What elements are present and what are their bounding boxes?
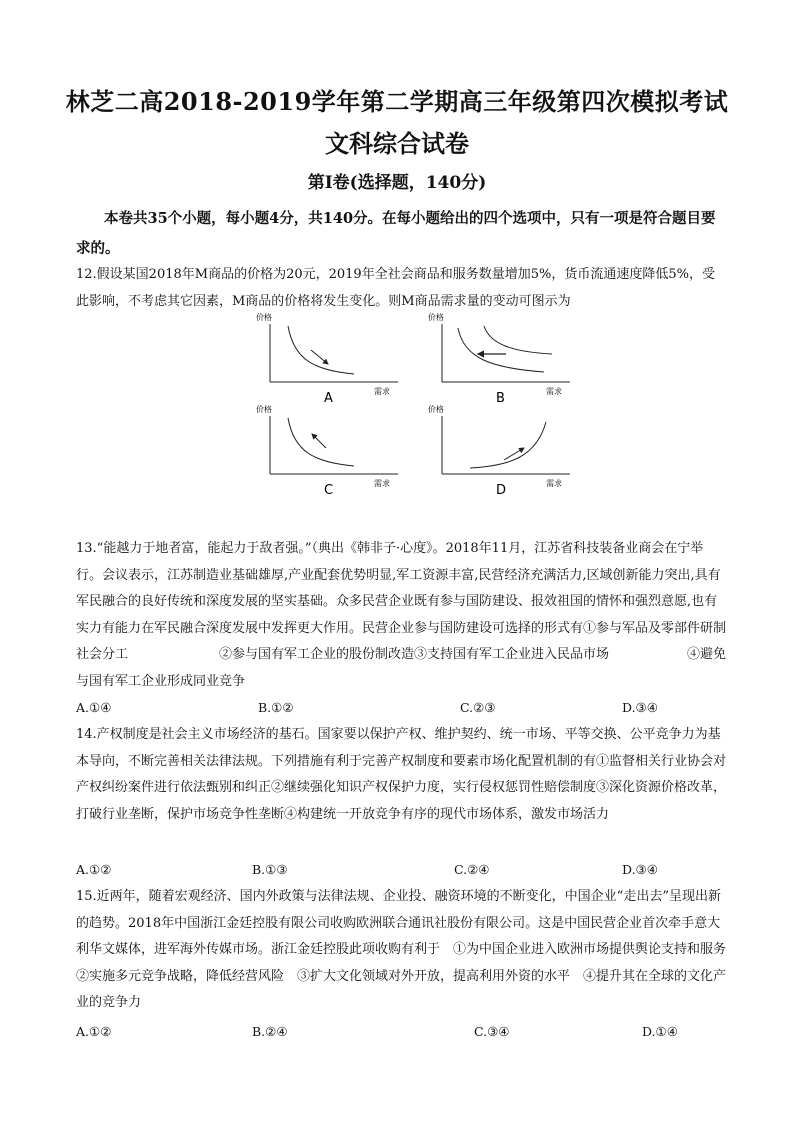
- exam-subtitle: 文科综合试卷: [325, 129, 469, 158]
- graph-b-letter: B: [496, 391, 505, 404]
- graph-c-xlabel: 需求: [374, 479, 390, 488]
- option-c[interactable]: C.③④: [474, 1024, 510, 1039]
- graph-c-arrow: [312, 434, 326, 448]
- graph-b-curve-2: [484, 326, 552, 354]
- graph-b-curve-1: [458, 328, 544, 372]
- question-15-text: 15.近两年，随着宏观经济、国内外政策与法律法规、企业投、融资环境的不断变化，中国企业“走出去”呈现出新的趋势。2018年中国浙江金廷控股有限公司收购欧洲联合通讯社股份有限公司。这是中国民营企业首次牵手意大利华文媒体，进军海外传媒市场。浙江金廷控股此项收购有利于 ①为中国企业进入欧洲市场提供舆论支持和服务 ②实施多元竞争战略，降低经营风险 ③扩大文化领域对外开放，提高利用外资的水平 ④提升其在全球的文化产业的竞争力: [76, 889, 740, 1010]
- instructions: 本卷共35个小题，每小题4分，共140分。在每小题给出的四个选项中，只有一项是符合题目要求的。: [76, 210, 716, 257]
- option-d[interactable]: D.①④: [642, 1024, 678, 1039]
- question-13-text: 13.“能越力于地者富，能起力于敌者强。”（典出《韩非子·心度》。2018年11月，江苏省科技装备业商会在宁举行。会议表示，江苏制造业基础雄厚,产业配套优势明显,军工资源丰富,民营经济充满活力,区域创新能力突出,具有军民融合的良好传统和深度发展的坚实基础。众多民营企业既有参与国防建设、报效祖国的情怀和强烈意愿,也有实力有能力在军民融合深度发展中发挥更大作用。民营企业参与国防建设可选择的形式有①参与军品及零部件研制社会分工 ②参与国有军工企业的股份制改造③支持国有军工企业进入民品市场 ④避免与国有军工企业形成同业竞争: [76, 541, 727, 689]
- question-14-text: 14.产权制度是社会主义市场经济的基石。国家要以保护产权、维护契约、统一市场、平等交换、公平竞争力为基本导向，不断完善相关法律法规。下列措施有利于完善产权制度和要素市场化配置机制的有①监督相关行业协会对产权纠纷案件进行依法甄别和纠正②继续强化知识产权保护力度，实行侵权惩罚性赔偿制度③深化资源价格改革，打破行业垄断，保护市场竞争性垄断④构建统一开放竞争有序的现代市场体系，激发市场活力: [76, 727, 727, 822]
- section-heading: 第Ⅰ卷(选择题，140分): [307, 173, 487, 193]
- option-a[interactable]: A.①②: [76, 1024, 112, 1039]
- graph-d-xlabel: 需求: [546, 479, 562, 488]
- graph-a-ylabel: 价格: [256, 313, 272, 322]
- graph-b: [428, 312, 578, 404]
- graph-a-letter: A: [324, 391, 333, 404]
- option-d[interactable]: D.③④: [622, 700, 658, 715]
- graph-c: [256, 404, 406, 496]
- graph-d-curve: [470, 422, 546, 468]
- question-13-options: [76, 696, 726, 722]
- graph-a: [256, 312, 406, 404]
- graph-c-ylabel: 价格: [256, 405, 272, 414]
- option-a[interactable]: A.①④: [76, 700, 112, 715]
- option-b[interactable]: B.②④: [252, 1024, 288, 1039]
- graph-d-arrow: [504, 448, 524, 460]
- option-c[interactable]: C.②③: [460, 700, 496, 715]
- option-d[interactable]: D.③④: [622, 862, 658, 877]
- option-b[interactable]: B.①③: [252, 862, 288, 877]
- question-14-options: [76, 858, 726, 884]
- graph-b-ylabel: 价格: [428, 313, 444, 322]
- graph-d: [428, 404, 578, 496]
- graph-c-letter: C: [324, 483, 334, 496]
- question-12-text: 12.假设某国2018年M商品的价格为20元，2019年全社会商品和服务数量增加5%，货币流通速度降低5%，受此影响，不考虑其它因素，M商品的价格将发生变化。则M商品需求量的变动可图示为: [76, 267, 715, 309]
- graph-a-xlabel: 需求: [374, 387, 390, 396]
- graph-d-ylabel: 价格: [428, 405, 444, 414]
- exam-title: 林芝二高2018-2019学年第二学期高三年级第四次模拟考试: [65, 87, 729, 116]
- graph-b-xlabel: 需求: [546, 387, 562, 396]
- question-15-options: [76, 1020, 726, 1046]
- graph-a-arrow: [311, 350, 328, 364]
- option-b[interactable]: B.①②: [258, 700, 294, 715]
- option-a[interactable]: A.①②: [76, 862, 112, 877]
- graph-c-demand-curve: [288, 418, 354, 466]
- graph-d-letter: D: [496, 483, 507, 496]
- graph-a-demand-curve: [288, 326, 354, 374]
- option-c[interactable]: C.②④: [454, 862, 490, 877]
